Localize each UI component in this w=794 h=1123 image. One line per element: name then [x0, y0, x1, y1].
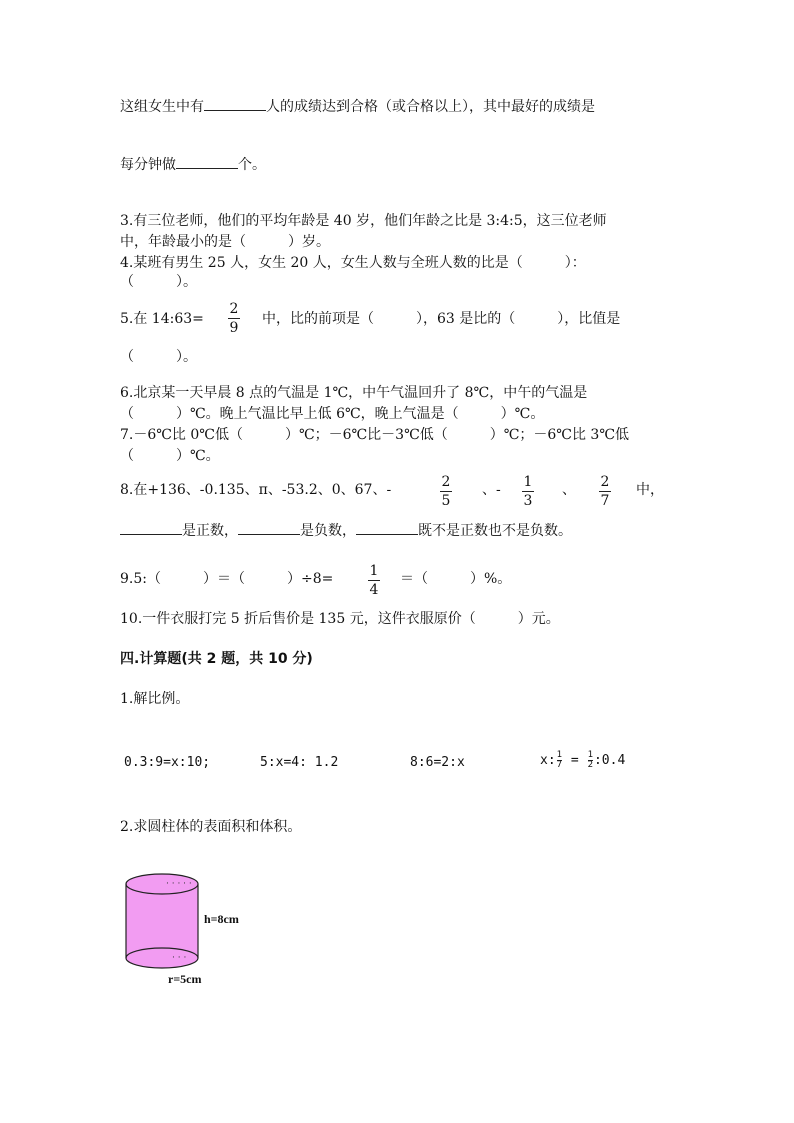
cylinder-diagram [118, 868, 258, 993]
question-7-line-2: （ ）℃。 [120, 448, 220, 464]
question-10-line: 10.一件衣服打完 5 折后售价是 135 元，这件衣服原价（ ）元。 [120, 611, 560, 627]
equation-1: 0.3:9=x:10; [124, 755, 211, 770]
separator: 、- [482, 482, 501, 498]
question-2-line-2: 每分钟做 个。 [120, 154, 266, 174]
question-4-line-2: （ ）。 [120, 274, 197, 290]
question-8-suffix: 中， [636, 482, 664, 498]
height-label: h=8cm [204, 912, 239, 926]
cylinder-body [126, 884, 198, 958]
question-3-line-1: 3.有三位老师，他们的平均年龄是 40 岁，他们年龄之比是 3:4:5，这三位老师 [120, 213, 607, 229]
question-8-line-1: 8.在+136、-0.135、π、-53.2、0、67、- [120, 482, 392, 498]
radius-label: r=5cm [168, 972, 202, 986]
answer-blank[interactable] [204, 96, 266, 111]
fraction-1-7: $\frac{1}{7}$ [556, 750, 563, 770]
question-9-suffix: ＝（ ）%。 [400, 571, 512, 587]
question-6-line-1: 6.北京某一天早晨 8 点的气温是 1℃，中午气温回升了 8℃，中午的气温是 [120, 385, 588, 401]
answer-blank[interactable] [238, 520, 300, 535]
fraction-1-2: $\frac{1}{2}$ [587, 750, 593, 770]
question-6-line-2: （ ）℃。晚上气温比早上低 6℃，晚上气温是（ ）℃。 [120, 406, 545, 422]
question-2-line-1: 这组女生中有 人的成绩达到合格（或合格以上），其中最好的成绩是 [120, 96, 595, 116]
section-heading: 四.计算题(共 2 题，共 10 分) [120, 651, 313, 667]
question-5-line-1-suffix: 中，比的前项是（ ），63 是比的（ ），比值是 [262, 311, 621, 327]
calc-1-title: 1.解比例。 [120, 691, 190, 707]
question-7-line-1: 7.－6℃比 0℃低（ ）℃；－6℃比－3℃低（ ）℃；－6℃比 3℃低 [120, 427, 629, 443]
question-9-line: 9.5:（ ）＝（ ）÷8= [120, 571, 334, 587]
dots: · · · · · [166, 879, 192, 889]
equation-2: 5:x=4: 1.2 [260, 755, 339, 770]
question-5-line-2: （ ）。 [120, 349, 197, 365]
fraction-2-9: 2 9 [229, 301, 239, 336]
question-3-line-2: 中，年龄最小的是（ ）岁。 [120, 234, 330, 250]
separator: 、 [562, 482, 576, 498]
dots: · · · [172, 953, 187, 963]
question-5-line-1: 5.在 14:63= [120, 311, 204, 327]
answer-blank[interactable] [120, 520, 182, 535]
question-8-line-2: 是正数， 是负数， 既不是正数也不是负数。 [120, 520, 572, 540]
answer-blank[interactable] [176, 154, 238, 169]
fraction-1-4: 1 4 [369, 563, 379, 598]
fraction-1-3: 1 3 [523, 474, 533, 509]
fraction-2-7: 2 7 [600, 474, 610, 509]
calc-2-title: 2.求圆柱体的表面积和体积。 [120, 819, 302, 835]
fraction-2-5: 2 5 [441, 474, 451, 509]
equation-3: 8:6=2:x [410, 755, 465, 770]
equation-4: $x:\frac{1}{7}$ = $\frac{1}{2}:0.4$ [540, 750, 626, 770]
question-4-line-1: 4.某班有男生 25 人，女生 20 人，女生人数与全班人数的比是（ ）： [120, 255, 586, 271]
cylinder-bottom [126, 948, 198, 968]
answer-blank[interactable] [356, 520, 418, 535]
